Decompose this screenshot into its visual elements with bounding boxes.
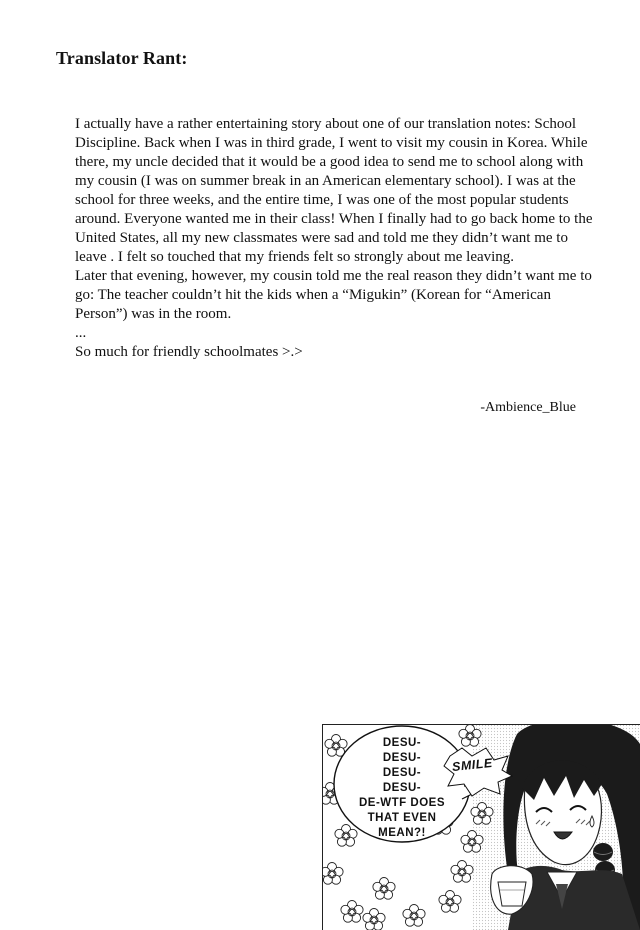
page-title: Translator Rant: [56, 48, 188, 68]
bubble-line: DESU- [382, 752, 422, 764]
manga-panel-illustration [322, 724, 640, 930]
ellipsis-line: ... [75, 325, 87, 341]
sfx-text: SMILE [451, 755, 494, 775]
bubble-line: DESU- [382, 767, 422, 779]
bubble-line: THAT EVEN [367, 812, 437, 824]
rant-closing-line: So much for friendly schoolmates >.> [75, 344, 303, 360]
panel-border [322, 724, 640, 930]
rant-paragraph: Later that evening, however, my cousin told me the real reason they didn’t want me to go: The teacher couldn’t hit the kids when a “Migukin” (Korean for “American Person”) was in the room. [75, 268, 592, 322]
bubble-line: DE-WTF DOES [359, 797, 445, 809]
bubble-line: DESU- [382, 737, 422, 749]
signature: -Ambience_Blue [480, 400, 576, 415]
rant-body [75, 115, 595, 362]
bubble-line: MEAN?! [378, 827, 426, 839]
bubble-line: DESU- [382, 782, 422, 794]
rant-paragraph: I actually have a rather entertaining story about one of our translation notes: School Discipline. Back when I was in third grade, I went to visit my cousin in Korea. While there, my uncle decided that it would be a good idea to send me to school along with my cousin (I was on summer break in an American elementary school). I was at the school for three weeks, and the entire time, I was one of the most popular students around. Everyone wanted me in their class! When I finally had to go back home to the United States, all my new classmates were sad and told me they didn’t want me to leave . I felt so touched that my friends felt so strongly about me leaving. [75, 116, 593, 265]
